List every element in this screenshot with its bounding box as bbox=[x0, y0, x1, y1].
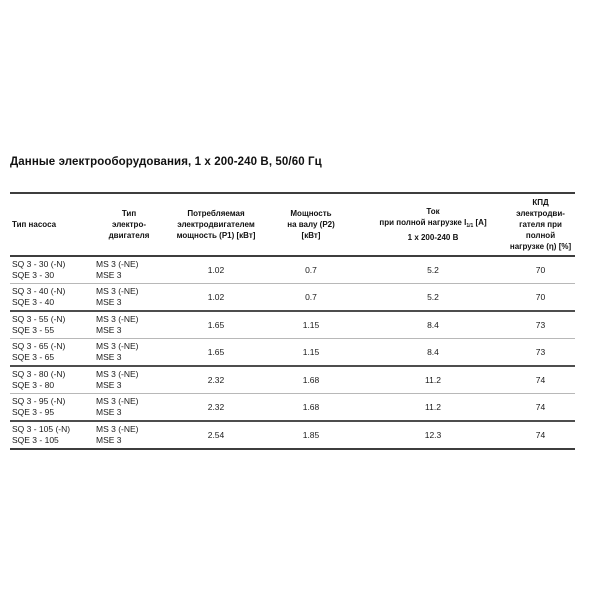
efficiency-cell: 70 bbox=[535, 264, 546, 275]
pump-type-cell: SQ 3 - 55 (-N) SQE 3 - 55 bbox=[12, 314, 66, 335]
motor-type-cell: MS 3 (-NE) MSE 3 bbox=[96, 424, 139, 445]
motor-type-cell: MS 3 (-NE) MSE 3 bbox=[96, 259, 139, 280]
pump-type-cell: SQ 3 - 105 (-N) SQE 3 - 105 bbox=[12, 424, 71, 445]
motor-type-cell: MS 3 (-NE) MSE 3 bbox=[96, 369, 139, 390]
current-subscript: 1/1 bbox=[466, 223, 474, 229]
table-body bbox=[10, 256, 575, 449]
motor-type-cell: MS 3 (-NE) MSE 3 bbox=[96, 286, 139, 307]
p1-cell: 2.32 bbox=[207, 374, 225, 385]
table-row bbox=[10, 394, 575, 422]
efficiency-cell: 73 bbox=[535, 346, 546, 357]
table-row bbox=[10, 284, 575, 312]
p2-cell: 1.85 bbox=[302, 429, 320, 440]
p2-cell: 0.7 bbox=[305, 264, 317, 275]
electrical-data-table bbox=[10, 192, 575, 450]
p1-cell: 1.02 bbox=[207, 264, 225, 275]
current-cell: 12.3 bbox=[424, 429, 442, 440]
col-header-motor-type: Тип электро- двигателя bbox=[108, 209, 150, 240]
p2-cell: 1.68 bbox=[302, 401, 320, 412]
table-row bbox=[10, 421, 575, 449]
p2-cell: 1.68 bbox=[302, 374, 320, 385]
col-header-p2: Мощность на валу (P2) [кВт] bbox=[287, 209, 335, 240]
current-cell: 8.4 bbox=[427, 319, 439, 330]
current-cell: 5.2 bbox=[427, 291, 439, 302]
p2-cell: 1.15 bbox=[302, 319, 320, 330]
pump-type-cell: SQ 3 - 40 (-N) SQE 3 - 40 bbox=[12, 286, 66, 307]
table-row bbox=[10, 256, 575, 284]
current-cell: 11.2 bbox=[425, 401, 441, 412]
p1-cell: 2.54 bbox=[207, 429, 225, 440]
motor-type-cell: MS 3 (-NE) MSE 3 bbox=[96, 341, 139, 362]
efficiency-cell: 74 bbox=[535, 374, 546, 385]
efficiency-cell: 70 bbox=[535, 291, 546, 302]
table-row bbox=[10, 311, 575, 339]
table-header bbox=[10, 193, 575, 256]
pump-type-cell: SQ 3 - 65 (-N) SQE 3 - 65 bbox=[12, 341, 66, 362]
efficiency-cell: 74 bbox=[535, 401, 546, 412]
current-cell: 5.2 bbox=[427, 264, 439, 275]
col-header-p1: Потребляемая электродвигателем мощность (P1) [кВт] bbox=[176, 209, 256, 240]
col-header-pump-type: Тип насоса bbox=[12, 220, 57, 229]
pump-type-cell: SQ 3 - 80 (-N) SQE 3 - 80 bbox=[12, 369, 66, 390]
header-row bbox=[10, 193, 575, 256]
efficiency-cell: 74 bbox=[535, 429, 546, 440]
p1-cell: 2.32 bbox=[207, 401, 225, 412]
pump-type-cell: SQ 3 - 95 (-N) SQE 3 - 95 bbox=[12, 396, 66, 417]
p1-cell: 1.02 bbox=[207, 291, 225, 302]
page-title: Данные электрооборудования, 1 x 200-240 В, 50/60 Гц bbox=[10, 156, 322, 168]
p2-cell: 0.7 bbox=[305, 291, 317, 302]
motor-type-cell: MS 3 (-NE) MSE 3 bbox=[96, 396, 139, 417]
motor-type-cell: MS 3 (-NE) MSE 3 bbox=[96, 314, 139, 335]
col-header-efficiency: КПД электродви- гателя при полной нагрузке (η) [%] bbox=[509, 198, 572, 251]
current-cell: 11.2 bbox=[425, 374, 441, 385]
p1-cell: 1.65 bbox=[207, 319, 225, 330]
p1-cell: 1.65 bbox=[207, 346, 225, 357]
col-header-current: Ток при полной нагрузке $I_{1/1}$ [A] 1 x 200-240 В bbox=[360, 193, 506, 256]
efficiency-cell: 73 bbox=[535, 319, 546, 330]
p2-cell: 1.15 bbox=[302, 346, 320, 357]
table-row bbox=[10, 366, 575, 394]
pump-type-cell: SQ 3 - 30 (-N) SQE 3 - 30 bbox=[12, 259, 66, 280]
current-header-line2: при полной нагрузке $I_{1/1}$ [A] bbox=[379, 218, 487, 229]
table-row bbox=[10, 339, 575, 367]
current-cell: 8.4 bbox=[427, 346, 439, 357]
